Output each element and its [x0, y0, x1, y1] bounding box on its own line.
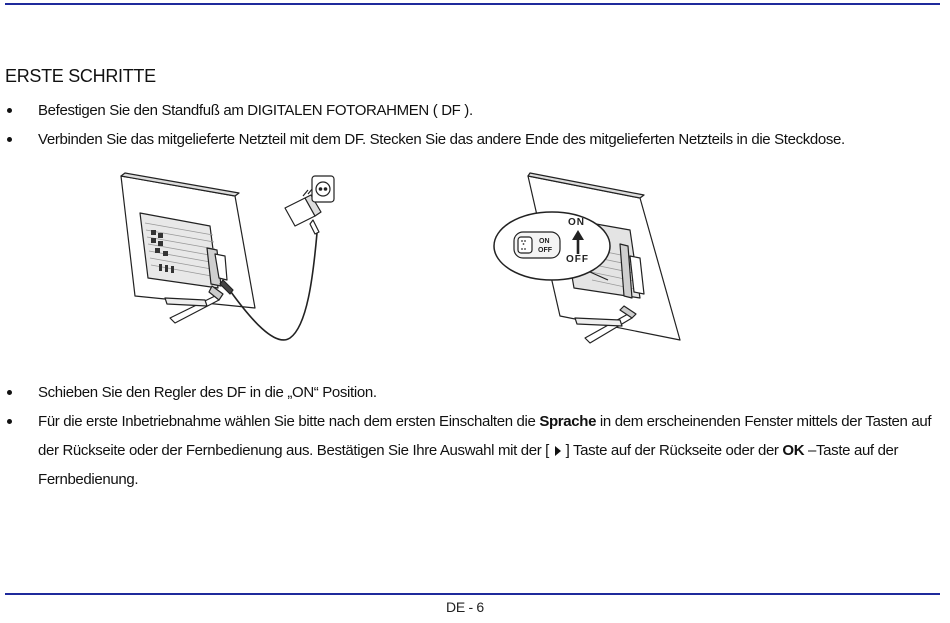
switch-off-label: OFF	[538, 247, 552, 254]
arrow-off-label: OFF	[566, 254, 589, 265]
list-item	[5, 96, 945, 125]
list-item	[5, 378, 945, 407]
step-4-text-4: –Taste auf der Fernbedienung.	[38, 442, 899, 488]
switch-on-label: ON	[539, 238, 550, 245]
top-rule	[5, 3, 940, 5]
step-1-text: Befestigen Sie den Standfuß am DIGITALEN FOTORAHMEN ( DF ).	[38, 102, 473, 119]
step-4-text-1: Für die erste Inbetriebnahme wählen Sie bitte nach dem ersten Einschalten die	[38, 413, 540, 430]
step-4-text-3: ] Taste auf der Rückseite oder der	[561, 442, 783, 459]
right-arrow-key-icon	[555, 446, 561, 456]
step-3-text: Schieben Sie den Regler des DF in die „ON“ Position.	[38, 384, 377, 401]
language-keyword: Sprache	[539, 413, 597, 430]
switch-illustration	[490, 168, 690, 348]
page-number: DE - 6	[446, 599, 484, 615]
steps-list-bottom	[5, 378, 945, 494]
list-item	[5, 125, 945, 154]
list-item	[5, 407, 945, 494]
step-4-text-2: in dem erscheinenden Fenster mittels der Tasten auf der Rückseite oder der Fernbedienung aus. Bestätigen Sie Ihre Auswahl mit der [	[38, 413, 932, 459]
ok-key-keyword: OK	[782, 442, 805, 459]
arrow-on-label: ON	[568, 217, 585, 228]
bullet-icon	[7, 108, 12, 113]
bullet-icon	[7, 390, 12, 395]
frame-power-illustration	[115, 168, 340, 348]
frame-rear-drawing	[490, 168, 690, 348]
bullet-icon	[7, 137, 12, 142]
section-heading: ERSTE SCHRITTE	[5, 66, 156, 86]
step-2-text: Verbinden Sie das mitgelieferte Netzteil mit dem DF. Stecken Sie das andere Ende des mitgelieferten Netzteils in die Steckdose.	[38, 131, 845, 148]
bottom-rule	[5, 593, 940, 595]
steps-list-top	[5, 96, 945, 154]
bullet-icon	[7, 419, 12, 424]
